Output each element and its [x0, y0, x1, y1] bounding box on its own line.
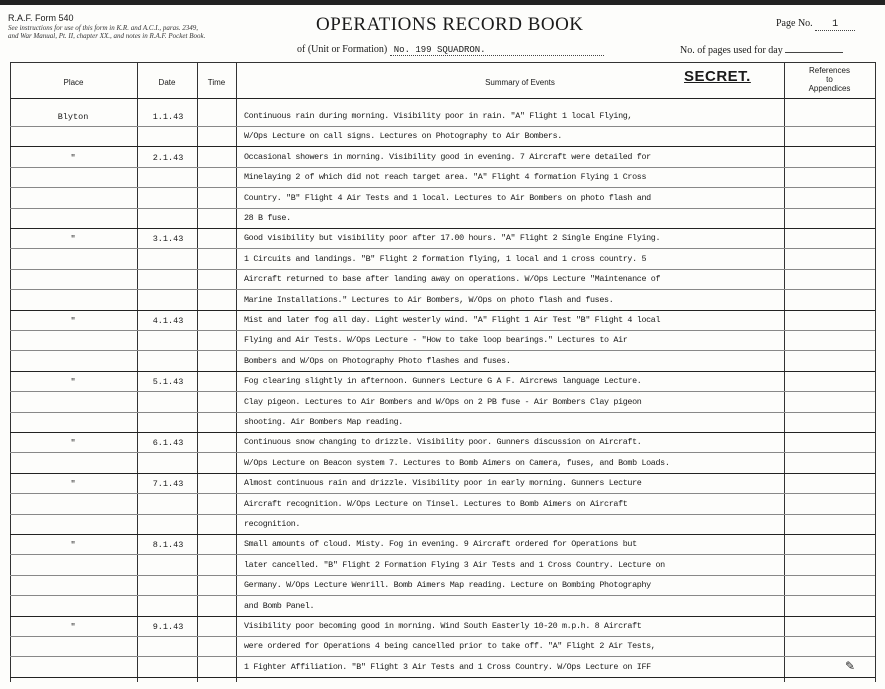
row-date: 3.1.43 [152, 234, 184, 245]
row-summary-text: Almost continuous rain and drizzle. Visibility poor in early morning. Gunners Lecture [244, 478, 642, 489]
row-summary-text: shooting. Air Bombers Map reading. [244, 417, 403, 427]
table-row [10, 249, 875, 270]
row-date: 4.1.43 [152, 316, 184, 326]
row-place: " [70, 438, 76, 449]
table-row [10, 147, 875, 168]
top-edge-band [0, 0, 885, 5]
row-summary-text: W/Ops Lecture on Beacon system 7. Lectures to Bomb Aimers on Camera, fuses, and Bomb Loads. [244, 457, 670, 468]
table-right-border [875, 62, 876, 682]
row-date: 9.1.43 [152, 622, 184, 632]
table-row [10, 208, 875, 229]
table-row [10, 371, 875, 392]
references-line-1: References [809, 66, 850, 75]
table-row [10, 269, 875, 290]
row-summary-text: Marine Installations." Lectures to Air Bombers, W/Ops on photo flash and fuses. [244, 294, 614, 305]
form-number: R.A.F. Form 540 [8, 13, 74, 23]
table-row [10, 351, 875, 372]
pages-used-label: No. of pages used for day [680, 45, 783, 56]
table-row [10, 126, 875, 147]
row-place: " [70, 479, 76, 490]
table-row [10, 310, 875, 331]
row-place: " [70, 316, 76, 326]
row-summary-text: Aircraft returned to base after landing away on operations. W/Ops Lecture "Maintenance of [244, 274, 661, 285]
row-summary-text: were ordered for Operations 4 being cancelled prior to take off. "A" Flight 2 Air Tests, [244, 641, 656, 652]
row-summary-text: Bombers and W/Ops on Photography Photo flashes and fuses. [244, 355, 511, 366]
page-number-field [776, 18, 855, 31]
row-summary-text: 28 B fuse. [244, 213, 291, 223]
page-title: OPERATIONS RECORD BOOK [316, 14, 584, 35]
table-row [10, 392, 875, 413]
table-row [10, 657, 875, 678]
column-header-time: Time [207, 78, 226, 87]
row-place: Blyton [57, 112, 89, 122]
row-summary-text: Occasional showers in morning. Visibility good in evening. 7 Aircraft were detailed for [244, 151, 651, 162]
table-row [10, 494, 875, 515]
table-row [10, 636, 875, 657]
table-row [10, 575, 875, 596]
form-reference [8, 14, 228, 40]
references-line-3: Appendices [808, 84, 851, 93]
header-bottom-rule [10, 98, 875, 99]
table-row [10, 514, 875, 535]
table-row [10, 106, 875, 127]
unit-value: No. 199 SQUADRON. [390, 45, 604, 56]
row-place: " [70, 234, 76, 245]
form-note: See instructions for use of this form in K.R. and A.C.I., paras. 2349, and War Manual, Pt. II, chapter XX., and notes in R.A.F. Pocket Book. [8, 24, 206, 40]
row-date: 6.1.43 [152, 438, 184, 449]
row-date: 1.1.43 [152, 112, 184, 122]
row-summary-text: Aircraft recognition. W/Ops Lecture on Tinsel. Lectures to Bomb Aimers on Aircraft [244, 498, 628, 509]
row-place: " [70, 540, 76, 551]
row-summary-text: Country. "B" Flight 4 Air Tests and 1 local. Lectures to Air Bombers on photo flash and [244, 192, 651, 203]
table-row [10, 432, 875, 453]
margin-mark: ✎ [845, 659, 856, 673]
table-row [10, 330, 875, 351]
row-date: 8.1.43 [152, 540, 184, 551]
row-summary-text: 1 Circuits and landings. "B" Flight 2 formation flying, 1 local and 1 cross country. 5 [244, 253, 647, 264]
row-summary-text: Continuous snow changing to drizzle. Visibility poor. Gunners discussion on Aircraft. [244, 437, 642, 448]
row-summary-text: and Bomb Panel. [244, 600, 315, 611]
row-summary-text: Flying and Air Tests. W/Ops Lecture - "How to take loop bearings." Lectures to Air [244, 335, 628, 346]
row-summary-text: Minelaying 2 of which did not reach target area. "A" Flight 4 formation Flying 1 Cross [244, 172, 647, 183]
row-summary-text: Visibility poor becoming good in morning. Wind South Easterly 10-20 m.p.h. 8 Aircraft [244, 621, 642, 631]
pages-used-field [680, 45, 843, 56]
row-summary-text: Clay pigeon. Lectures to Air Bombers and W/Ops on 2 PB fuse - Air Bombers Clay pigeon [244, 396, 642, 407]
row-summary-text: recognition. [244, 519, 301, 529]
column-header-place: Place [63, 78, 84, 87]
table-row [10, 290, 875, 311]
secret-stamp: SECRET. [684, 68, 751, 85]
table-row [10, 596, 875, 617]
row-summary-text: Mist and later fog all day. Light westerly wind. "A" Flight 1 Air Test "B" Flight 4 local [244, 315, 661, 325]
pages-used-blank [785, 52, 843, 53]
row-place: " [70, 622, 76, 632]
row-date: 2.1.43 [152, 152, 184, 163]
row-summary-text: W/Ops Lecture on call signs. Lectures on Photography to Air Bombers. [244, 131, 562, 142]
row-place: " [70, 152, 76, 163]
table-row [10, 555, 875, 576]
row-summary-text: later cancelled. "B" Flight 2 Formation Flying 3 Air Tests and 1 Cross Country. Lecture on [244, 559, 665, 570]
row-summary-text: Fog clearing slightly in afternoon. Gunners Lecture G A F. Aircrews language Lecture. [244, 376, 642, 387]
page-number-value: 1 [815, 19, 855, 31]
row-rule [10, 677, 875, 678]
table-row [10, 167, 875, 188]
page-number-label: Page No. [776, 18, 813, 29]
column-header-references [784, 66, 875, 93]
row-place: " [70, 377, 76, 388]
table-row [10, 534, 875, 555]
row-summary-text: Good visibility but visibility poor after 17.00 hours. "A" Flight 2 Single Engine Flying. [244, 233, 661, 244]
row-date: 5.1.43 [152, 377, 184, 388]
table-row [10, 188, 875, 209]
table-row [10, 228, 875, 249]
column-header-date: Date [158, 78, 176, 87]
table-row [10, 473, 875, 494]
row-summary-text: 1 Fighter Affiliation. "B" Flight 3 Air Tests and 1 Cross Country. W/Ops Lecture on IFF [244, 661, 651, 672]
table-top-rule [10, 62, 875, 63]
row-date: 7.1.43 [152, 479, 184, 490]
unit-field [297, 44, 604, 56]
row-summary-text: Continuous rain during morning. Visibility poor in rain. "A" Flight 1 local Flying, [244, 111, 633, 121]
row-summary-text: Germany. W/Ops Lecture Wenrill. Bomb Aimers Map reading. Lecture on Bombing Photography [244, 580, 651, 591]
column-header-summary: Summary of Events [485, 78, 555, 87]
table-row [10, 616, 875, 637]
row-summary-text: Small amounts of cloud. Misty. Fog in evening. 9 Aircraft ordered for Operations but [244, 539, 637, 550]
references-line-2: to [826, 75, 833, 84]
unit-label: of (Unit or Formation) [297, 44, 388, 55]
table-row [10, 453, 875, 474]
table-row [10, 412, 875, 433]
